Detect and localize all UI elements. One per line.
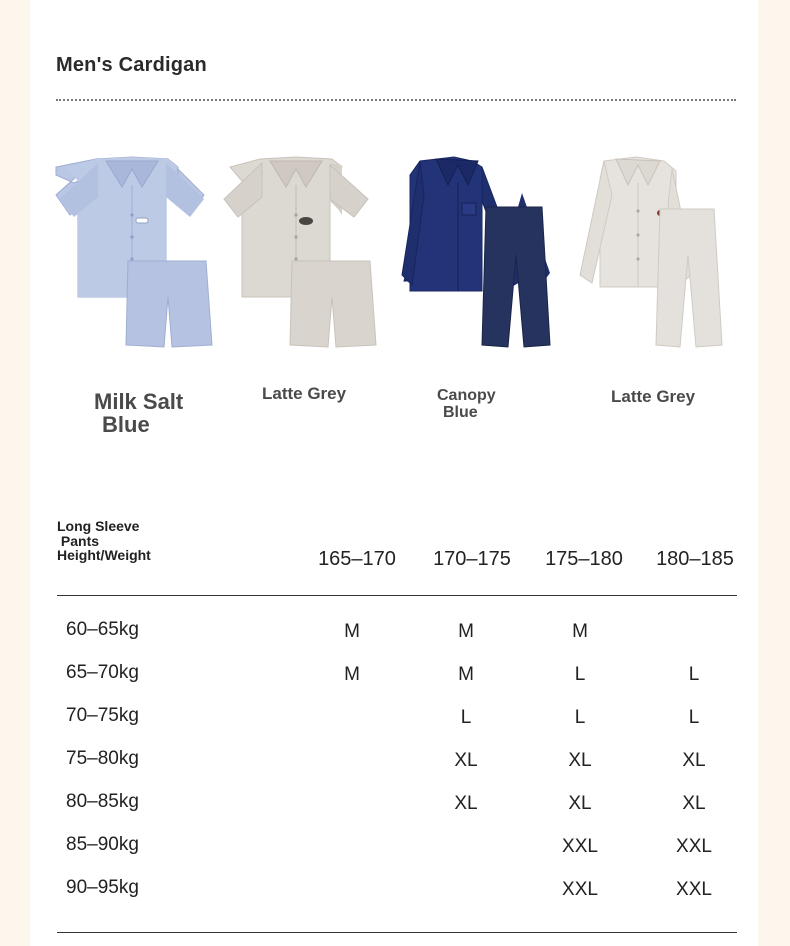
size-cell: XXL <box>562 879 598 900</box>
header-label-line: Pants <box>57 532 100 549</box>
size-cell: L <box>688 664 700 685</box>
product-label-latte-grey-short <box>262 385 346 403</box>
weight-row-label: 80–85kg <box>66 791 139 812</box>
size-cell: M <box>344 621 360 642</box>
size-cell: XXL <box>562 836 598 857</box>
size-cell: XL <box>682 750 706 771</box>
product-label-line2: Blue <box>443 403 478 421</box>
shorts <box>126 261 212 347</box>
header-label-line: Height/Weight <box>57 547 151 563</box>
page-title: Men's Cardigan <box>56 54 207 76</box>
size-cell: L <box>574 707 586 728</box>
product-image-latte-grey-long <box>576 155 736 355</box>
product-label-line1: Canopy <box>437 387 496 404</box>
size-cell: XL <box>454 793 478 814</box>
column-header: 170–175 <box>433 548 511 570</box>
size-cell: L <box>460 707 472 728</box>
column-header: 175–180 <box>545 548 623 570</box>
product-label-canopy-blue <box>437 388 496 422</box>
size-cell: XL <box>454 750 478 771</box>
size-cell: XXL <box>676 879 712 900</box>
size-cell: XL <box>568 793 592 814</box>
size-cell: XL <box>568 750 592 771</box>
size-cell: L <box>574 664 586 685</box>
column-header: 165–170 <box>318 548 396 570</box>
size-cell: XXL <box>676 836 712 857</box>
size-cell: XL <box>682 793 706 814</box>
table-header-label <box>57 519 151 563</box>
weight-row-label: 75–80kg <box>66 748 139 769</box>
size-cell: M <box>458 664 474 685</box>
column-header: 180–185 <box>656 548 734 570</box>
dotted-divider <box>56 99 736 101</box>
header-label-line: Long Sleeve <box>57 518 140 534</box>
table-top-rule <box>57 595 737 596</box>
size-cell: M <box>458 621 474 642</box>
table-bottom-rule <box>57 932 737 933</box>
weight-row-label: 90–95kg <box>66 877 139 898</box>
product-label-line1: Milk Salt <box>94 389 184 414</box>
size-cell: M <box>572 621 588 642</box>
size-cell: L <box>688 707 700 728</box>
product-image-canopy-blue <box>400 155 560 355</box>
weight-row-label: 85–90kg <box>66 834 139 855</box>
weight-row-label: 70–75kg <box>66 705 139 726</box>
size-cell: M <box>344 664 360 685</box>
weight-row-label: 65–70kg <box>66 662 139 683</box>
product-image-latte-grey-short <box>218 155 378 355</box>
content-panel <box>30 0 758 946</box>
product-label-line2: Blue <box>102 412 150 438</box>
product-image-milk-salt-blue <box>54 155 214 355</box>
product-label-line1: Latte Grey <box>262 384 347 403</box>
product-label-latte-grey-long <box>611 388 695 406</box>
product-label-milk-salt-blue <box>94 390 183 436</box>
product-label-line1: Latte Grey <box>611 387 696 406</box>
weight-row-label: 60–65kg <box>66 619 139 640</box>
